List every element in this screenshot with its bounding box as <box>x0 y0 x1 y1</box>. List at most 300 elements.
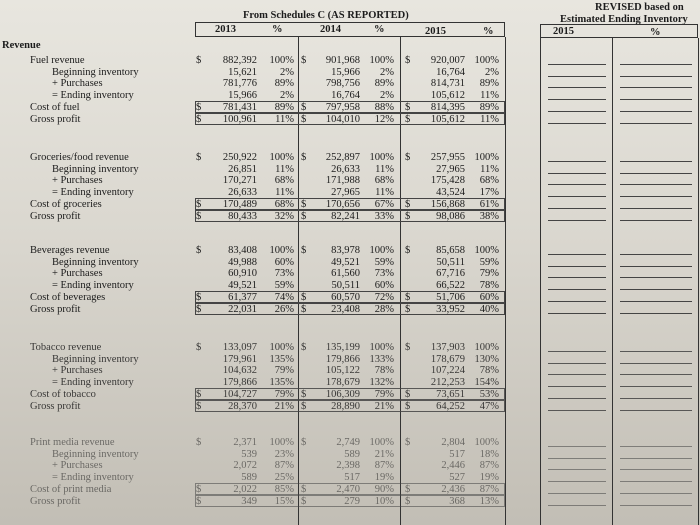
amount-cell: 16,764 <box>331 89 360 101</box>
percent-cell: 100% <box>269 245 294 256</box>
percent-cell: 135% <box>269 353 294 365</box>
row-label: = Ending inventory <box>52 279 134 291</box>
revised-input-cell[interactable] <box>620 279 692 290</box>
dollar-sign: $ <box>405 55 411 66</box>
dollar-sign: $ <box>405 484 411 495</box>
revised-input-cell[interactable] <box>620 388 692 399</box>
percent-cell: 100% <box>369 152 394 163</box>
percent-cell: 89% <box>479 78 499 89</box>
dollar-sign: $ <box>405 113 411 125</box>
percent-cell: 100% <box>369 437 394 448</box>
amount-cell: 882,392 <box>222 55 257 66</box>
percent-cell: 133% <box>369 353 394 365</box>
revised-input-cell[interactable] <box>548 388 606 399</box>
percent-cell: 100% <box>369 55 394 66</box>
amount-cell: 170,656 <box>325 199 360 210</box>
percent-cell: 11% <box>375 163 394 175</box>
percent-cell: 11% <box>480 113 499 125</box>
revised-input-cell[interactable] <box>620 113 692 124</box>
revised-input-cell[interactable] <box>620 198 692 209</box>
total-row-box <box>195 210 505 222</box>
estimated-header: Estimated Ending Inventory <box>560 14 688 25</box>
percent-cell: 85% <box>274 484 294 495</box>
revised-input-cell[interactable] <box>548 483 606 494</box>
amount-cell: 43,524 <box>436 186 465 198</box>
revised-input-cell[interactable] <box>620 291 692 302</box>
dollar-sign: $ <box>405 199 411 210</box>
dollar-sign: $ <box>301 102 307 113</box>
revised-input-cell[interactable] <box>620 54 692 65</box>
revised-input-cell[interactable] <box>548 353 606 364</box>
amount-cell: 212,253 <box>430 376 465 388</box>
dollar-sign: $ <box>301 152 307 163</box>
amount-cell: 49,988 <box>228 256 257 268</box>
dollar-sign: $ <box>301 400 307 412</box>
percent-cell: 100% <box>474 342 499 353</box>
dollar-sign: $ <box>405 303 411 315</box>
percent-cell: 13% <box>479 495 499 507</box>
amount-cell: 368 <box>449 495 465 507</box>
percent-cell: 100% <box>474 245 499 256</box>
percent-cell: 100% <box>474 55 499 66</box>
amount-cell: 179,866 <box>325 353 360 365</box>
percent-cell: 73% <box>274 268 294 279</box>
percent-cell: 11% <box>375 186 394 198</box>
dollar-sign: $ <box>196 400 202 412</box>
amount-cell: 539 <box>241 448 257 460</box>
percent-cell: 68% <box>274 199 294 210</box>
revised-input-cell[interactable] <box>620 303 692 314</box>
amount-cell: 15,621 <box>228 66 257 78</box>
percent-cell: 79% <box>374 389 394 400</box>
amount-cell: 15,966 <box>331 66 360 78</box>
amount-cell: 49,521 <box>331 256 360 268</box>
amount-cell: 104,632 <box>222 365 257 376</box>
total-row-box <box>195 291 505 303</box>
revised-input-cell[interactable] <box>548 66 606 77</box>
revised-input-cell[interactable] <box>548 448 606 459</box>
amount-cell: 61,560 <box>331 268 360 279</box>
amount-cell: 15,966 <box>228 89 257 101</box>
revised-input-cell[interactable] <box>548 89 606 100</box>
amount-cell: 64,252 <box>436 400 465 412</box>
percent-cell: 2% <box>485 66 499 78</box>
row-label: Cost of fuel <box>30 102 80 113</box>
col-line-e <box>612 38 613 525</box>
revised-input-cell[interactable] <box>620 436 692 447</box>
revised-input-cell[interactable] <box>620 101 692 112</box>
amount-cell: 171,988 <box>325 175 360 186</box>
amount-cell: 51,706 <box>436 292 465 303</box>
amount-cell: 179,866 <box>222 376 257 388</box>
revised-input-cell[interactable] <box>620 483 692 494</box>
revised-input-cell[interactable] <box>548 341 606 352</box>
amount-cell: 2,398 <box>336 460 360 471</box>
revised-input-cell[interactable] <box>548 267 606 278</box>
total-row-box <box>195 198 505 210</box>
percent-cell: 68% <box>479 175 499 186</box>
percent-cell: 2% <box>380 89 394 101</box>
revised-input-cell[interactable] <box>620 256 692 267</box>
row-label: + Purchases <box>52 175 103 186</box>
amount-cell: 137,903 <box>430 342 465 353</box>
revised-input-cell[interactable] <box>548 77 606 88</box>
from-schedules-header: From Schedules C (AS REPORTED) <box>243 10 409 21</box>
percent-cell: 100% <box>269 437 294 448</box>
pct-2015: % <box>483 26 494 37</box>
amount-cell: 252,897 <box>325 152 360 163</box>
percent-cell: 53% <box>479 389 499 400</box>
percent-cell: 19% <box>374 471 394 483</box>
row-label: = Ending inventory <box>52 186 134 198</box>
amount-cell: 781,431 <box>222 102 257 113</box>
dollar-sign: $ <box>301 495 307 507</box>
percent-cell: 68% <box>274 175 294 186</box>
percent-cell: 87% <box>374 460 394 471</box>
amount-cell: 2,072 <box>233 460 257 471</box>
percent-cell: 40% <box>479 303 499 315</box>
percent-cell: 60% <box>479 292 499 303</box>
col-line-d <box>540 38 541 525</box>
dollar-sign: $ <box>301 292 307 303</box>
percent-cell: 28% <box>374 303 394 315</box>
percent-cell: 89% <box>374 78 394 89</box>
percent-cell: 78% <box>374 365 394 376</box>
amount-cell: 49,521 <box>228 279 257 291</box>
percent-cell: 2% <box>280 66 294 78</box>
revenue-section-label: Revenue <box>2 40 41 51</box>
revised-input-cell[interactable] <box>548 244 606 255</box>
revised-input-cell[interactable] <box>620 244 692 255</box>
dollar-sign: $ <box>301 303 307 315</box>
col-line-c <box>505 37 506 525</box>
revised-input-cell[interactable] <box>620 89 692 100</box>
amount-cell: 589 <box>344 448 360 460</box>
amount-cell: 66,522 <box>436 279 465 291</box>
amount-cell: 2,022 <box>233 484 257 495</box>
percent-cell: 60% <box>374 279 394 291</box>
revised-input-cell[interactable] <box>548 459 606 470</box>
amount-cell: 257,955 <box>430 152 465 163</box>
amount-cell: 814,731 <box>430 78 465 89</box>
revised-input-cell[interactable] <box>620 186 692 197</box>
row-label: Cost of beverages <box>30 292 106 303</box>
revised-input-cell[interactable] <box>548 256 606 267</box>
percent-cell: 23% <box>274 448 294 460</box>
percent-cell: 130% <box>474 353 499 365</box>
row-label: Groceries/food revenue <box>30 152 129 163</box>
revised-input-cell[interactable] <box>548 471 606 482</box>
amount-cell: 73,651 <box>436 389 465 400</box>
year-2013: 2013 <box>215 24 236 35</box>
percent-cell: 135% <box>269 376 294 388</box>
row-label: Gross profit <box>30 303 81 315</box>
percent-cell: 78% <box>479 279 499 291</box>
percent-cell: 21% <box>374 400 394 412</box>
dollar-sign: $ <box>405 210 411 222</box>
percent-cell: 89% <box>274 78 294 89</box>
amount-cell: 26,633 <box>228 186 257 198</box>
revised-input-cell[interactable] <box>548 291 606 302</box>
row-label: Print media revenue <box>30 437 115 448</box>
revised-input-cell[interactable] <box>620 163 692 174</box>
row-label: Beginning inventory <box>52 66 139 78</box>
pct-2013: % <box>272 24 283 35</box>
row-label: Fuel revenue <box>30 55 85 66</box>
revised-input-cell[interactable] <box>548 279 606 290</box>
dollar-sign: $ <box>196 303 202 315</box>
revised-input-cell[interactable] <box>620 174 692 185</box>
revised-input-cell[interactable] <box>620 66 692 77</box>
dollar-sign: $ <box>405 437 411 448</box>
revised-input-cell[interactable] <box>548 151 606 162</box>
revised-input-cell[interactable] <box>620 267 692 278</box>
amount-cell: 798,756 <box>325 78 360 89</box>
amount-cell: 589 <box>241 471 257 483</box>
amount-cell: 27,965 <box>436 163 465 175</box>
amount-cell: 104,727 <box>222 389 257 400</box>
percent-cell: 87% <box>274 460 294 471</box>
percent-cell: 100% <box>269 55 294 66</box>
percent-cell: 59% <box>274 279 294 291</box>
amount-cell: 517 <box>344 471 360 483</box>
amount-cell: 2,436 <box>441 484 465 495</box>
percent-cell: 11% <box>275 113 294 125</box>
dollar-sign: $ <box>196 342 202 353</box>
amount-cell: 82,241 <box>331 210 360 222</box>
percent-cell: 26% <box>274 303 294 315</box>
revised-input-cell[interactable] <box>620 471 692 482</box>
percent-cell: 61% <box>479 199 499 210</box>
percent-cell: 78% <box>479 365 499 376</box>
revised-input-cell[interactable] <box>620 77 692 88</box>
dollar-sign: $ <box>301 342 307 353</box>
amount-cell: 100,961 <box>222 113 257 125</box>
dollar-sign: $ <box>196 152 202 163</box>
revised-input-cell[interactable] <box>548 54 606 65</box>
revised-input-cell[interactable] <box>620 151 692 162</box>
row-label: + Purchases <box>52 268 103 279</box>
row-label: Beginning inventory <box>52 353 139 365</box>
amount-cell: 60,570 <box>331 292 360 303</box>
row-label: Tobacco revenue <box>30 342 102 353</box>
percent-cell: 2% <box>380 66 394 78</box>
amount-cell: 170,271 <box>222 175 257 186</box>
row-label: Beverages revenue <box>30 245 110 256</box>
percent-cell: 79% <box>479 268 499 279</box>
dollar-sign: $ <box>301 210 307 222</box>
amount-cell: 2,804 <box>441 437 465 448</box>
percent-cell: 33% <box>374 210 394 222</box>
revised-input-cell[interactable] <box>620 353 692 364</box>
row-label: Cost of tobacco <box>30 389 96 400</box>
percent-cell: 60% <box>274 256 294 268</box>
row-label: + Purchases <box>52 78 103 89</box>
amount-cell: 28,370 <box>228 400 257 412</box>
row-label: + Purchases <box>52 365 103 376</box>
revised-input-cell[interactable] <box>548 364 606 375</box>
row-label: Beginning inventory <box>52 256 139 268</box>
amount-cell: 107,224 <box>430 365 465 376</box>
amount-cell: 28,890 <box>331 400 360 412</box>
dollar-sign: $ <box>405 495 411 507</box>
revised-input-cell[interactable] <box>620 376 692 387</box>
amount-cell: 920,007 <box>430 55 465 66</box>
year-header-box <box>195 22 505 37</box>
amount-cell: 250,922 <box>222 152 257 163</box>
row-label: Cost of groceries <box>30 199 102 210</box>
dollar-sign: $ <box>301 245 307 256</box>
amount-cell: 83,408 <box>228 245 257 256</box>
percent-cell: 132% <box>369 376 394 388</box>
amount-cell: 33,952 <box>436 303 465 315</box>
dollar-sign: $ <box>196 102 202 113</box>
revised-input-cell[interactable] <box>548 210 606 221</box>
year-2014: 2014 <box>320 24 341 35</box>
dollar-sign: $ <box>405 342 411 353</box>
row-label: Beginning inventory <box>52 448 139 460</box>
revised-input-cell[interactable] <box>548 186 606 197</box>
amount-cell: 104,010 <box>325 113 360 125</box>
amount-cell: 2,371 <box>233 437 257 448</box>
percent-cell: 12% <box>374 113 394 125</box>
row-label: Gross profit <box>30 210 81 222</box>
percent-cell: 11% <box>480 89 499 101</box>
percent-cell: 15% <box>274 495 294 507</box>
revised-input-cell[interactable] <box>548 436 606 447</box>
total-row-box <box>195 113 505 125</box>
percent-cell: 100% <box>474 152 499 163</box>
dollar-sign: $ <box>301 55 307 66</box>
total-row-box <box>195 303 505 315</box>
amount-cell: 105,612 <box>430 113 465 125</box>
amount-cell: 170,489 <box>222 199 257 210</box>
percent-cell: 10% <box>374 495 394 507</box>
revised-input-cell[interactable] <box>620 448 692 459</box>
amount-cell: 23,408 <box>331 303 360 315</box>
percent-cell: 100% <box>474 437 499 448</box>
amount-cell: 105,122 <box>325 365 360 376</box>
percent-cell: 79% <box>274 365 294 376</box>
amount-cell: 179,961 <box>222 353 257 365</box>
amount-cell: 50,511 <box>436 256 465 268</box>
revised-input-cell[interactable] <box>620 400 692 411</box>
percent-cell: 59% <box>479 256 499 268</box>
amount-cell: 517 <box>449 448 465 460</box>
dollar-sign: $ <box>196 199 202 210</box>
revised-input-cell[interactable] <box>620 495 692 506</box>
percent-cell: 74% <box>274 292 294 303</box>
row-label: = Ending inventory <box>52 376 134 388</box>
percent-cell: 67% <box>374 199 394 210</box>
percent-cell: 100% <box>269 342 294 353</box>
dollar-sign: $ <box>301 484 307 495</box>
row-label: Gross profit <box>30 113 81 125</box>
dollar-sign: $ <box>405 400 411 412</box>
amount-cell: 80,433 <box>228 210 257 222</box>
amount-cell: 178,679 <box>430 353 465 365</box>
total-row-box <box>195 495 505 507</box>
percent-cell: 59% <box>374 256 394 268</box>
percent-cell: 47% <box>479 400 499 412</box>
amount-cell: 781,776 <box>222 78 257 89</box>
percent-cell: 73% <box>374 268 394 279</box>
percent-cell: 21% <box>374 448 394 460</box>
percent-cell: 2% <box>280 89 294 101</box>
revised-input-cell[interactable] <box>620 210 692 221</box>
percent-cell: 100% <box>369 342 394 353</box>
percent-cell: 100% <box>369 245 394 256</box>
amount-cell: 2,446 <box>441 460 465 471</box>
percent-cell: 11% <box>480 163 499 175</box>
revised-input-cell[interactable] <box>548 303 606 314</box>
dollar-sign: $ <box>196 484 202 495</box>
percent-cell: 68% <box>374 175 394 186</box>
percent-cell: 89% <box>479 102 499 113</box>
amount-cell: 26,851 <box>228 163 257 175</box>
amount-cell: 349 <box>241 495 257 507</box>
amount-cell: 60,910 <box>228 268 257 279</box>
revised-input-cell[interactable] <box>548 101 606 112</box>
amount-cell: 105,612 <box>430 89 465 101</box>
amount-cell: 797,958 <box>325 102 360 113</box>
revised-input-cell[interactable] <box>548 376 606 387</box>
amount-cell: 83,978 <box>331 245 360 256</box>
dollar-sign: $ <box>196 55 202 66</box>
row-label: Cost of print media <box>30 484 112 495</box>
revised-input-cell[interactable] <box>620 459 692 470</box>
percent-cell: 154% <box>474 376 499 388</box>
revised-input-cell[interactable] <box>548 163 606 174</box>
percent-cell: 87% <box>479 484 499 495</box>
dollar-sign: $ <box>196 210 202 222</box>
dollar-sign: $ <box>196 113 202 125</box>
total-row-box <box>195 400 505 412</box>
revised-input-cell[interactable] <box>620 364 692 375</box>
percent-cell: 100% <box>269 152 294 163</box>
dollar-sign: $ <box>405 102 411 113</box>
amount-cell: 527 <box>449 471 465 483</box>
amount-cell: 178,679 <box>325 376 360 388</box>
amount-cell: 22,031 <box>228 303 257 315</box>
revised-input-cell[interactable] <box>548 198 606 209</box>
pct-2014: % <box>374 24 385 35</box>
amount-cell: 85,658 <box>436 245 465 256</box>
percent-cell: 19% <box>479 471 499 483</box>
revised-input-cell[interactable] <box>620 341 692 352</box>
dollar-sign: $ <box>196 292 202 303</box>
amount-cell: 156,868 <box>430 199 465 210</box>
amount-cell: 61,377 <box>228 292 257 303</box>
amount-cell: 98,086 <box>436 210 465 222</box>
revised-input-cell[interactable] <box>548 400 606 411</box>
revised-input-cell[interactable] <box>548 495 606 506</box>
percent-cell: 17% <box>479 186 499 198</box>
revised-year: 2015 <box>553 26 574 37</box>
revised-input-cell[interactable] <box>548 174 606 185</box>
revised-input-cell[interactable] <box>548 113 606 124</box>
amount-cell: 901,968 <box>325 55 360 66</box>
dollar-sign: $ <box>405 292 411 303</box>
dollar-sign: $ <box>196 437 202 448</box>
amount-cell: 133,097 <box>222 342 257 353</box>
revised-pct: % <box>650 27 661 38</box>
revised-header: REVISED based on <box>595 2 684 13</box>
dollar-sign: $ <box>405 152 411 163</box>
percent-cell: 21% <box>274 400 294 412</box>
percent-cell: 18% <box>479 448 499 460</box>
total-row-box <box>195 101 505 113</box>
